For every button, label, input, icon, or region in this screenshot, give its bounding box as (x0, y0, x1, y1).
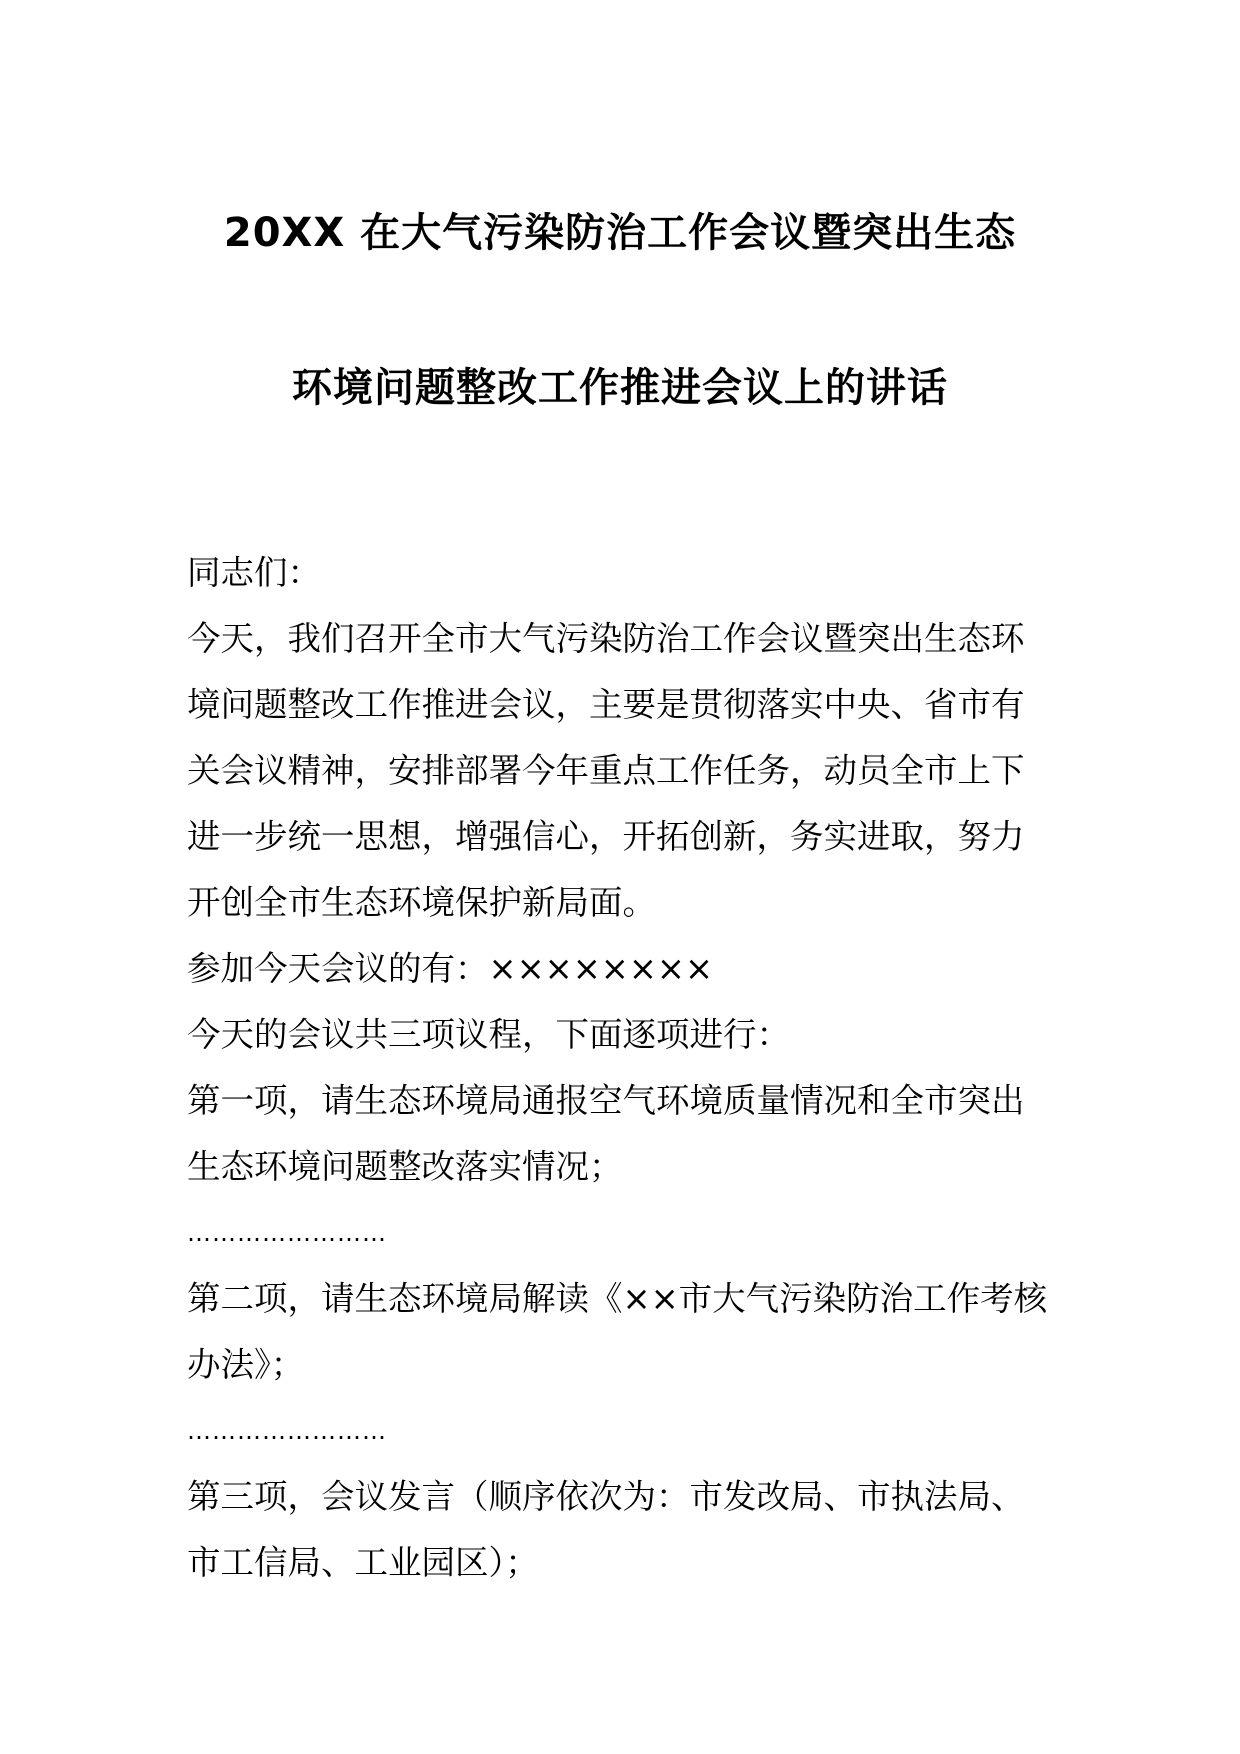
agenda-item-2-line: 第二项，请生态环境局解读《××市大气污染防治工作考核 (187, 1279, 1048, 1318)
document-body (187, 540, 1057, 1596)
agenda-intro-line: 今天的会议共三项议程，下面逐项进行： (187, 1015, 790, 1054)
paragraph-line: 进一步统一思想，增强信心，开拓创新，务实进取，努力 (187, 817, 1025, 856)
agenda-item-3-line: 第三项，会议发言（顺序依次为：市发改局、市执法局、 (187, 1477, 1025, 1516)
agenda-item-2-line: 办法》； (187, 1345, 305, 1384)
ellipsis-line: …………………… (187, 1417, 387, 1445)
agenda-item-3-line: 市工信局、工业园区）； (187, 1543, 539, 1582)
paragraph-line: 开创全市生态环境保护新局面。 (187, 883, 656, 922)
attendees-line: 参加今天会议的有：×××××××× (187, 949, 714, 988)
document-title-line-2: 环境问题整改工作推进会议上的讲话 (292, 365, 948, 411)
ellipsis-line: …………………… (187, 1219, 387, 1247)
paragraph-line: 今天，我们召开全市大气污染防治工作会议暨突出生态环 (187, 619, 1025, 658)
paragraph-line: 关会议精神，安排部署今年重点工作任务，动员全市上下 (187, 751, 1025, 790)
agenda-item-1-line: 生态环境问题整改落实情况； (187, 1147, 623, 1186)
document-title-line-1: 20XX 在大气污染防治工作会议暨突出生态 (223, 210, 1017, 256)
agenda-item-1-line: 第一项，请生态环境局通报空气环境质量情况和全市突出 (187, 1081, 1025, 1120)
paragraph-line: 境问题整改工作推进会议，主要是贯彻落实中央、省市有 (187, 685, 1025, 724)
salutation-line: 同志们： (187, 553, 321, 592)
